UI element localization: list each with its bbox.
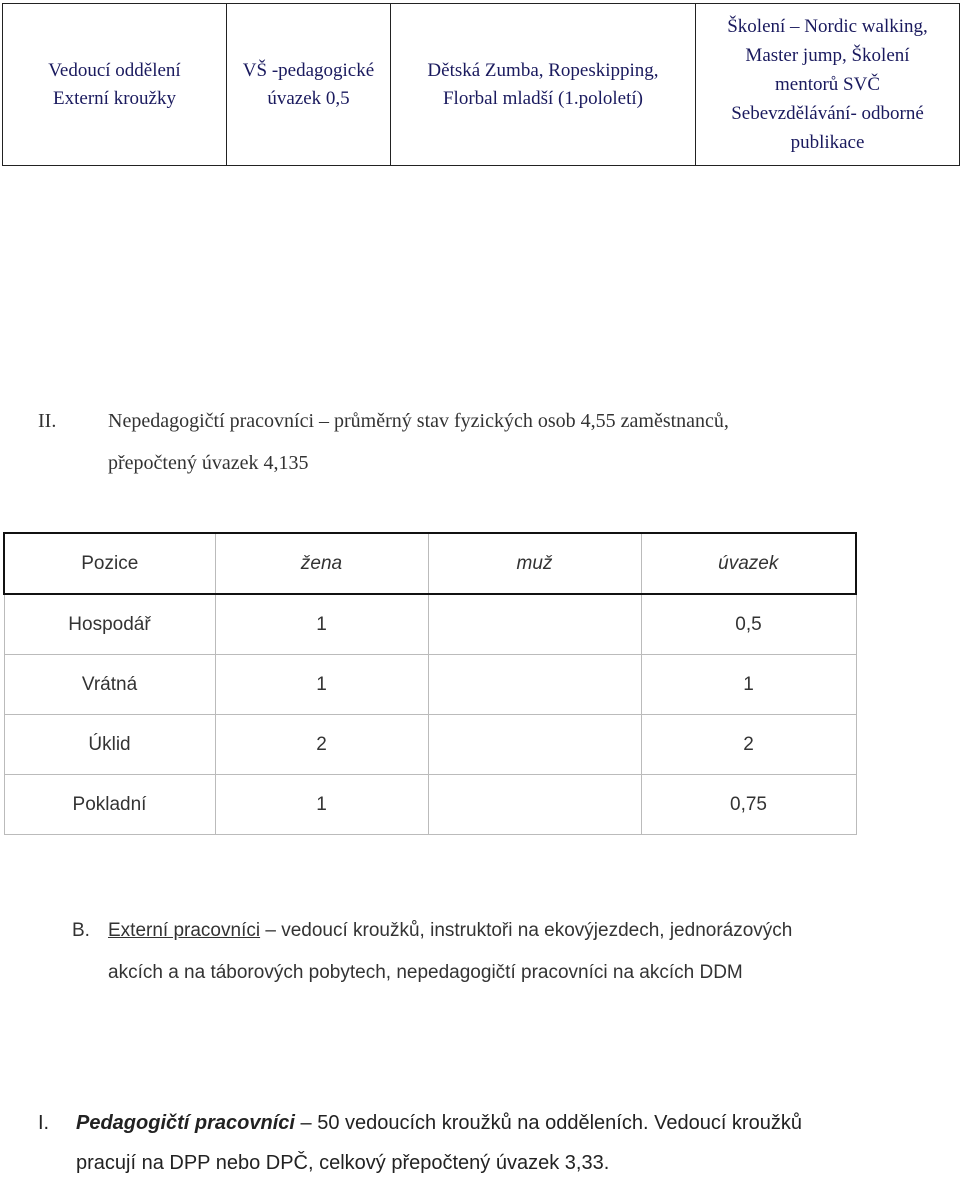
cell-male [428,775,641,835]
cell-female: 1 [215,775,428,835]
cell-female: 2 [215,715,428,775]
cell-workload: 0,5 [641,594,856,655]
cell-line: Master jump, Školení [745,45,910,66]
section-number: II. [38,410,57,432]
section-text-line: přepočtený úvazek 4,135 [108,452,309,474]
cell-position: Pokladní [4,775,215,835]
education-cell [227,4,391,166]
cell-line: Dětská Zumba, Ropeskipping, [427,59,659,81]
cell-line: Vedoucí oddělení [48,59,181,81]
section-text: – vedoucí kroužků, instruktoři na ekovýjezdech, jednorázových [260,920,793,941]
section-marker: I. [38,1112,50,1134]
cell-male [428,715,641,775]
cell-female: 1 [215,594,428,655]
section-title: Pedagogičtí pracovníci [76,1112,295,1134]
cell-workload: 2 [641,715,856,775]
qualification-row [3,4,960,166]
activities-cell [391,4,696,166]
cell-position: Vrátná [4,655,215,715]
cell-workload: 1 [641,655,856,715]
staff-table [3,532,857,835]
cell-line: publikace [790,132,865,153]
section-text-line: akcích a na táborových pobytech, nepedagogičtí pracovníci na akcích DDM [108,962,743,983]
table-row [4,715,856,775]
section-text-line [76,1112,802,1135]
cell-male [428,594,641,655]
cell-position: Hospodář [4,594,215,655]
section-text-line: pracují na DPP nebo DPČ, celkový přepočtený úvazek 3,33. [76,1152,610,1174]
table-row [4,775,856,835]
cell-position: Úklid [4,715,215,775]
cell-female: 1 [215,655,428,715]
cell-workload: 0,75 [641,775,856,835]
header-workload: úvazek [641,533,856,594]
section-text: – 50 vedoucích kroužků na odděleních. Vedoucí kroužků [294,1112,802,1134]
cell-line: Florbal mladší (1.pololetí) [442,87,643,109]
cell-line: úvazek 0,5 [267,87,350,109]
table-row [4,655,856,715]
cell-line: Školení – Nordic walking, [727,16,928,37]
cell-male [428,655,641,715]
table-row [4,594,856,655]
table-header-row [4,533,856,594]
position-cell [3,4,227,166]
header-position: Pozice [4,533,215,594]
cell-line: Sebevzdělávání- odborné [731,103,924,124]
section-marker: B. [72,920,90,941]
header-female: žena [215,533,428,594]
cell-line: mentorů SVČ [774,74,881,95]
section-title: Externí pracovníci [108,920,261,941]
section-text-line [108,920,792,942]
section-text-line: Nepedagogičtí pracovníci – průměrný stav fyzických osob 4,55 zaměstnanců, [108,410,729,432]
cell-line: VŠ -pedagogické [242,59,375,81]
header-male: muž [428,533,641,594]
qualification-table [2,3,960,166]
training-cell [696,4,960,166]
cell-line: Externí kroužky [53,87,176,109]
